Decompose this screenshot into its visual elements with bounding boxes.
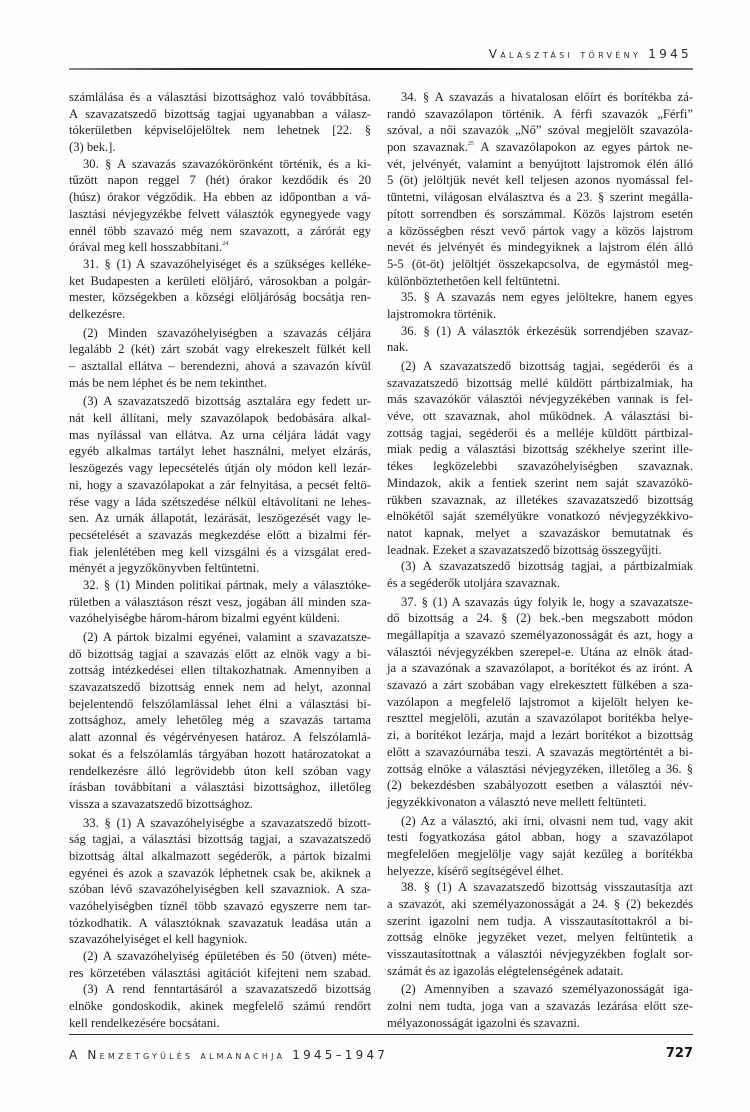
text-line: rükben szavaznak, az illetékes szavazatszedő bizottság — [387, 492, 693, 507]
text-line: 5-5 (öt-öt) jelöltjét összekapcsolva, de egymástól meg- — [387, 256, 693, 271]
text-line: leszögezés vagy lepecsételés útján oly módon kell lezár- — [69, 461, 371, 476]
text-line: írásban továbbítani a választási bizottsághoz, illetőleg — [69, 780, 371, 795]
text-line: nak. — [387, 340, 409, 355]
text-line: 34. § A szavazás a hivatalosan előírt és borítékba zá- — [401, 90, 693, 104]
footnote-marker: 25 — [467, 141, 474, 148]
text-line: (2) A szavazatszedő bizottság tagjai, segéderői és a — [401, 359, 693, 373]
right-text-column — [387, 89, 693, 1032]
text-line: 37. § (1) A szavazás úgy folyik le, hogy a szavazatsze- — [401, 594, 693, 609]
text-line: zottság tagjai, segéderői és a melléje küldött pártbizal- — [387, 425, 693, 440]
text-line: a közösségben részt vevő pártok vagy a közös lajstrom — [387, 223, 693, 238]
text-line: szóban lévő szavazóhelyiségben kell szavazniok. A sza- — [69, 882, 371, 897]
text-line: lasztási névjegyzékbe felvett választók egynegyede vagy — [69, 206, 371, 221]
text-line: jegyzékkivonaton a választó neve mellett feltünteti. — [387, 794, 647, 809]
text-line: rése vagy a láda szétszedése nélkül eltávolítani ne lehes- — [69, 494, 371, 509]
text-line: 38. § (1) A szavazatszedő bizottság visszautasítja azt — [401, 880, 693, 895]
text-line: zi, a borítékot lezárja, majd a lezárt borítékot a bizottság — [387, 728, 693, 743]
text-line: visszautasítottnak a választói névjegyzékben foglalt sor- — [387, 947, 693, 962]
footer-rule — [69, 1034, 693, 1035]
text-line: egyénei és azok a szavazók léphetnek csak be, akiknek a — [69, 865, 371, 880]
text-line: alatt azonnal és végérvényesen határoz. A felszólamlá- — [69, 730, 371, 745]
text-line: zottság elnöke jegyzéket vezet, melyen feltüntetik a — [387, 930, 693, 945]
text-line: tüntetni, világosan elválasztva és a 23. § szerint megálla- — [387, 190, 693, 205]
text-line: lajstromokra történik. — [387, 306, 497, 321]
text-line: elnöke gondoskodik, akinek megfelelő számú rendőrt — [69, 999, 371, 1014]
text-line: randó szavazólapon történik. A férfi szavazók „Férfi” — [387, 106, 693, 121]
text-line: órával meg kell hosszabbítani.$^{24}$ — [69, 240, 229, 255]
text-line: 30. § A szavazás szavazókörönként történik, és a ki- — [83, 156, 371, 171]
text-line: tűzött napon reggel 7 (hét) órakor kezdődik és 20 — [69, 173, 371, 188]
text-line: véve, ott szavaznak, ahol működnek. A választási bi- — [387, 409, 693, 424]
text-line: (3) bek.]. — [69, 140, 116, 155]
text-line: mas nyílással van ellátva. Az urna céljára ládát vagy — [69, 427, 371, 442]
running-header: Választási törvény 1945 — [488, 47, 692, 61]
text-line: vazóhelyiségbe három-három bizalmi egyént küldeni. — [69, 611, 341, 626]
text-line: 35. § A szavazás nem egyes jelöltekre, hanem egyes — [401, 290, 693, 305]
text-line: leadnak. Ezeket a szavazatszedő bizottság összegyűjti. — [387, 542, 662, 557]
text-line: tózkodhatik. A választóknak szavazatuk leadása után a — [69, 915, 371, 930]
text-line: pított sorrendben és sorszámmal. Közös lajstrom esetén — [387, 206, 693, 221]
text-line: a szavazót, aki személyazonosságát a 24. § (2) bekezdés — [387, 897, 693, 911]
footnote-marker: 24 — [222, 241, 229, 248]
text-line: különböztethetően kell feltüntetni. — [387, 273, 561, 288]
text-line: miak pedig a választási bizottság székhelye szerint ille- — [387, 442, 693, 457]
text-line: (húsz) órakor végződik. Ha ebben az időpontban a vá- — [69, 190, 371, 205]
text-line: A szavazatszedő bizottság tagjai ugyanabban a válasz- — [69, 106, 371, 121]
text-line: ni, hogy a szavazólapokat a zár felnyitása, a pecsét feltö- — [69, 477, 371, 492]
text-line: rendelkezésre álló legrövidebb úton kell szóban vagy — [69, 763, 371, 778]
text-line: sen. Az urnák állapotát, lezárását, leszögezését vagy le- — [69, 511, 371, 526]
text-line: pecsételését a szavazás megkezdése előtt a bizalmi fér- — [69, 527, 371, 542]
text-line: zottság intézkedései ellen tiltakozhatnak. Amennyiben a — [69, 663, 371, 678]
text-line: ményét a jegyzőkönyvben feltüntetni. — [69, 561, 260, 576]
footer-book-title: A Nemzetgyűlés almanachja 1945–1947 — [69, 1048, 389, 1062]
text-line: egyéb alkalmas tartályt lehet használni, melyet elzárás, — [69, 444, 371, 459]
text-line: mester, községekben a községi elöljáróság bocsátja ren- — [69, 290, 371, 305]
text-line: vazóhelyiségben tíznél több szavazó egyszerre nem tar- — [69, 899, 371, 913]
text-line: elnökétől saját személyükre vonatkozó névjegyzékkivo- — [387, 509, 693, 524]
text-line: (2) A szavazóhelyiség épületében és 50 (ötven) méte- — [83, 949, 371, 964]
text-line: (3) A szavazatszedő bizottság tagjai, a pártbizalmiak — [401, 559, 693, 574]
text-line: delkezésre. — [69, 306, 126, 321]
text-line: zolni nem tudta, joga van a szavazás lezárása előtt sze- — [387, 999, 693, 1014]
page-number: 727 — [665, 1046, 693, 1061]
text-line: pon szavaznak.$^{25}$ A szavazólapokon az egyes pártok ne- — [387, 140, 693, 155]
text-line: tékes legközelebbi szavazóhelyiségben szavaznak. — [387, 459, 693, 474]
text-line: 32. § (1) Minden politikai pártnak, mely a választóke- — [83, 577, 371, 592]
text-line: legalább 2 (két) zárt szobát vagy elrekeszelt fülkét kell — [69, 342, 371, 357]
text-line: bizottság által alkalmazott segéderők, a pártok bizalmi — [69, 848, 371, 863]
text-line: testi fogyatkozása gátol abban, hogy a szavazólapot — [387, 830, 693, 845]
text-line: reszttel megjelöli, azután a szavazólapot borítékba helye- — [387, 711, 693, 726]
text-line: 31. § (1) A szavazóhelyiséget és a szükséges kelléke- — [83, 256, 371, 271]
text-line: Mindazok, akik a fentiek szerint nem saját szavazókö- — [387, 475, 693, 490]
text-line: mélyazonosságát igazolni és szavazni. — [387, 1015, 581, 1030]
text-line: szóval, a női szavazók „Nő” szóval megjelölt szavazóla- — [387, 123, 693, 138]
text-line: natot kapnak, melyet a szavazáskor bemutatnak és — [387, 525, 693, 540]
text-line: más szavazókör választói névjegyzékében vannak is fel- — [387, 392, 693, 407]
text-line: ennél több szavazó még nem szavazott, a zárórát egy — [69, 223, 371, 238]
text-line: ket Budapesten a kerületi elöljáró, városokban a polgár- — [69, 273, 371, 288]
text-line: 36. § (1) A választók érkezésük sorrendjében szavaz- — [401, 323, 693, 338]
header-rule — [69, 68, 693, 70]
text-line: vazólapon a megfelelő lajstromot a kijelölt helyen ke- — [387, 694, 693, 709]
text-line: számlálása és a választási bizottsághoz való továbbítása. — [69, 90, 371, 104]
text-line: (2) Amennyiben a szavazó személyazonosságát iga- — [401, 982, 693, 997]
text-line: (2) Az a választó, aki írni, olvasni nem tud, vagy akit — [401, 813, 693, 828]
text-line: fiak jelenlétében meg kell vizsgálni és a vizsgálat ered- — [69, 544, 371, 559]
text-line: választói névjegyzékben szerepel-e. Utána az elnök átad- — [387, 644, 693, 659]
text-line: (2) bekezdésben szabályozott esetben a választói név- — [387, 778, 693, 793]
text-line: dő bizottság tagjai a szavazás előtt az elnök vagy a bi- — [69, 646, 371, 661]
text-line: szavazatszedő bizottság ennek nem ad helyt, azonnal — [69, 680, 371, 695]
left-text-column — [69, 89, 371, 1032]
text-line: ság tagjai, a választási bizottság tagjai, a szavazatszedő — [69, 832, 371, 847]
text-line: vét, jelvényét, valamint a benyújtott lajstromok élén álló — [387, 156, 693, 171]
text-line: – asztallal ellátva – berendezni, ahová a szavazón kívül — [69, 359, 371, 373]
text-line: kell rendelkezésére bocsátani. — [69, 1015, 220, 1030]
text-line: megfelelően megjelölje vagy saját kezűleg a borítékba — [387, 846, 693, 861]
text-line: szavazatszedő bizottság mellé küldött pártbizalmiak, ha — [387, 375, 693, 390]
text-line: és a segéderők utoljára szavaznak. — [387, 575, 561, 590]
text-line: (2) A pártok bizalmi egyénei, valamint a szavazatsze- — [83, 630, 371, 644]
text-line: vissza a szavazatszedő bizottsághoz. — [69, 796, 253, 811]
text-line: 5 (öt) jelöltjük nevét kell teljesen azonos nyomással fel- — [387, 173, 693, 188]
text-line: számát és az igazolás elégtelenségének adatait. — [387, 963, 624, 978]
text-line: bejelentendő felszólamlással lehet élni a választási bi- — [69, 696, 371, 711]
text-line: (3) A szavazatszedő bizottság asztalára egy fedett ur- — [83, 394, 371, 409]
text-line: 33. § (1) A szavazóhelyiségbe a szavazatszedő bizott- — [83, 815, 371, 830]
text-line: nát kell állítani, mely szavazólapok bedobására alkal- — [69, 411, 371, 426]
text-line: nevét és jelvényét és mindegyiknek a lajstrom élén álló — [387, 240, 693, 255]
text-line: rületben a választáson részt vesz, jogában áll minden sza- — [69, 594, 371, 609]
text-line: tókerületben képviselőjelöltek nem lehetnek [22. § — [69, 123, 371, 138]
text-line: zottság elnöke a választási névjegyzéken, illetőleg a 36. § — [387, 761, 693, 776]
text-line: szerint igazolni nem tudja. A visszautasítottakról a bi- — [387, 913, 693, 928]
text-line: (2) Minden szavazóhelyiségben a szavazás céljára — [83, 325, 371, 340]
text-line: előtt a szavazóurnába teszi. A szavazás megtörténtét a bi- — [387, 744, 693, 759]
text-line: dő bizottság a 24. § (2) bek.-ben megszabott módon — [387, 611, 693, 626]
text-line: szavazó a zárt szobában vagy elrekesztett fülkében a sza- — [387, 678, 693, 693]
text-line: sokat és a felszólamlás tárgyában hozott határozatokat a — [69, 746, 371, 761]
text-line: (3) A rend fenntartásáról a szavazatszedő bizottság — [83, 982, 371, 997]
text-line: megállapítja a szavazó személyazonosságát és azt, hogy a — [387, 628, 693, 642]
text-line: ja a szavazónak a szavazólapot, a borítékot és az irónt. A — [387, 661, 693, 676]
text-line: zottsághoz, amely lehetőleg még a szavazás tartama — [69, 713, 371, 728]
text-line: más be nem léphet és be nem tekinthet. — [69, 375, 267, 390]
text-line: res körzetében választási agitációt kifejteni nem szabad. — [69, 965, 371, 980]
text-line: helyezze, kísérő segítségével élhet. — [387, 863, 564, 878]
text-line: szavazóhelyiséget el kell hagyniok. — [69, 932, 248, 947]
